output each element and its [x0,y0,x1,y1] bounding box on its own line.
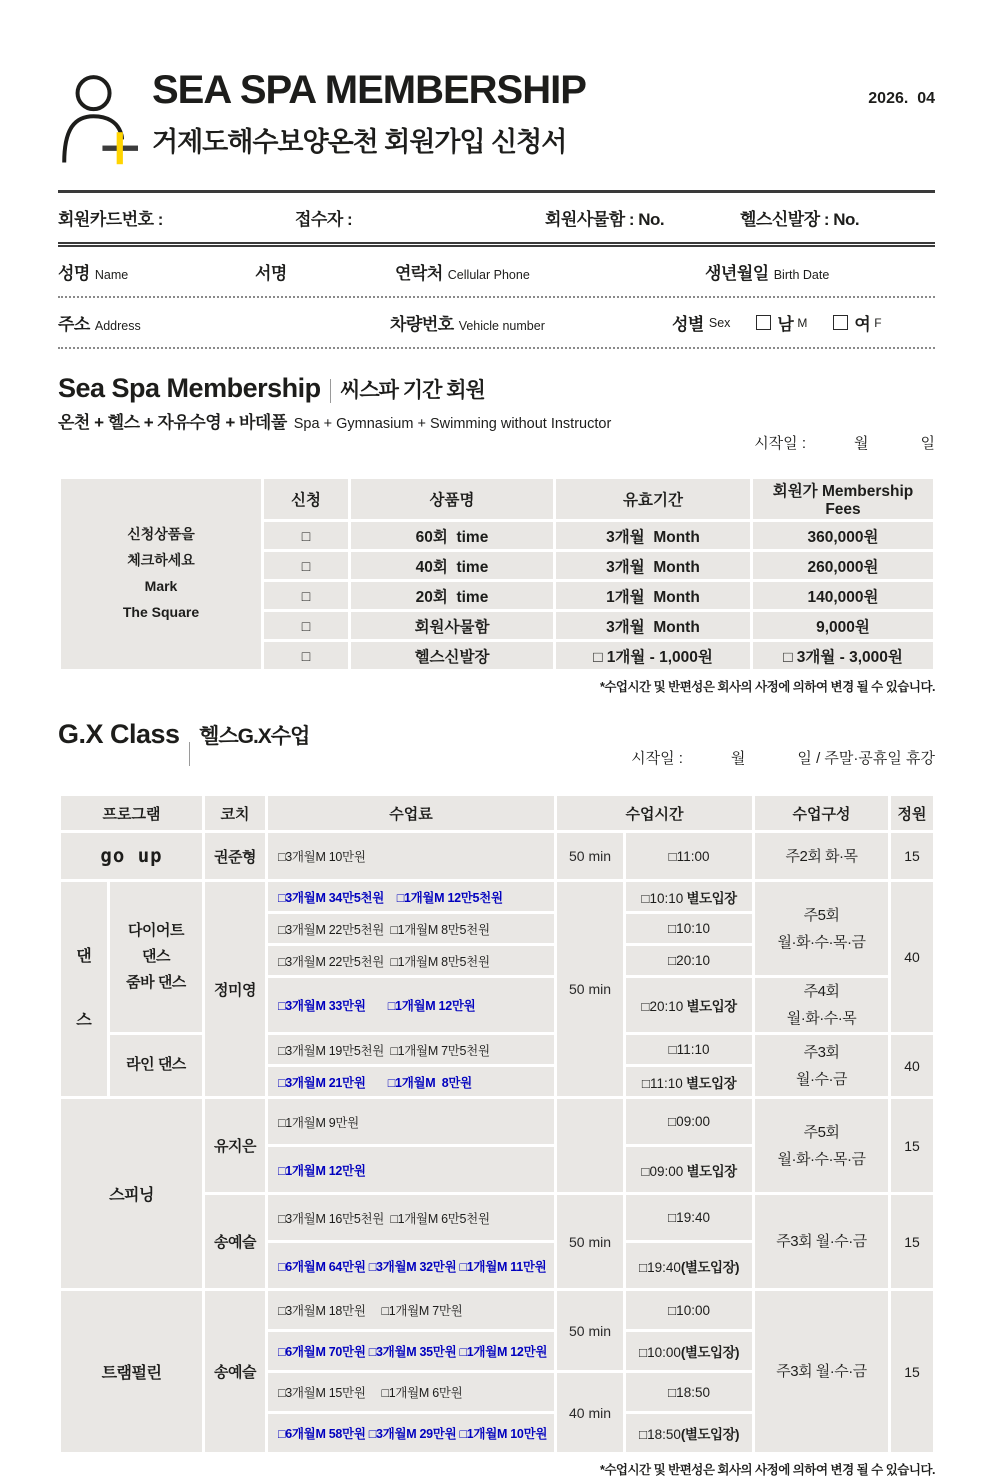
table-row [61,833,933,879]
class-capacity: 15 [891,833,933,879]
fee-option-checkbox[interactable]: □3개월M 21만원 □1개월M 8만원 [268,1067,554,1096]
benefits-en: Spa + Gymnasium + Swimming without Instructor [293,416,612,432]
female-checkbox[interactable] [833,315,848,330]
col-product: 상품명 [351,479,553,519]
table-row [61,1035,933,1064]
fee-option-checkbox[interactable]: □3개월M 15만원 □1개월M 6만원 [268,1373,554,1411]
program-trampoline: 트램펄린 [61,1291,202,1452]
gx-title-ko: 헬스G.X수업 [199,725,310,748]
col-apply: 신청 [264,479,348,519]
valid-period: 3개월 Month [556,612,750,639]
time-option-checkbox[interactable]: □11:10 [626,1035,752,1064]
fee-option-checkbox[interactable]: □3개월M 18만원 □1개월M 7만원 [268,1291,554,1329]
form-date: 2026. 04 [868,90,935,107]
apply-checkbox[interactable]: □ [264,612,348,639]
table-row [61,1099,933,1144]
name-label: 성명 [58,264,90,283]
col-composition: 수업구성 [755,796,888,830]
time-option-checkbox[interactable]: □19:40(별도입장) [626,1243,752,1288]
male-checkbox[interactable] [756,315,771,330]
class-capacity: 15 [891,1291,933,1452]
gx-start-date: 시작일 : 월 일 / 주말·공휴일 휴강 [631,750,935,767]
class-capacity: 40 [891,1035,933,1096]
form-subtitle: 거제도해수보양온천 회원가입 신청서 [152,127,567,157]
membership-fee-table [58,476,936,672]
fee-option-checkbox[interactable]: □3개월M 22만5천원 □1개월M 8만5천원 [268,946,554,975]
title-block [152,62,586,159]
form-header [58,0,935,168]
time-option-checkbox[interactable]: □11:10 별도입장 [626,1067,752,1096]
col-fee: 수업료 [268,796,554,830]
membership-title-ko: 씨스파 기간 회원 [340,379,485,402]
col-period: 유효기간 [556,479,750,519]
class-duration: 50 min [557,882,623,1096]
class-capacity: 40 [891,882,933,1032]
title-divider [189,742,191,766]
sex-field: 성별 Sex 남 M 여 F [672,310,882,335]
col-time: 수업시간 [557,796,752,830]
start-day-label: 일 / 주말·공휴일 휴강 [797,750,935,767]
fee-option-checkbox[interactable]: □ 3개월 - 3,000원 [753,642,933,669]
fee-option-checkbox[interactable]: □6개월M 58만원 □3개월M 29만원 □1개월M 10만원 [268,1414,554,1452]
gx-section-title [58,719,935,785]
col-fee: 회원가 Membership Fees [753,479,933,519]
fee-option-checkbox[interactable]: □3개월M 33만원 □1개월M 12만원 [268,978,554,1032]
benefits-ko: 온천 + 헬스 + 자유수영 + 바데풀 [58,413,287,432]
locker-no-label: 회원사물함 : No. [545,210,665,229]
period-option-checkbox[interactable]: □ 1개월 - 1,000원 [556,642,750,669]
fee-value: 140,000원 [753,582,933,609]
table-row [61,882,933,911]
product-name: 20회 time [351,582,553,609]
address-label: 주소 [58,315,90,334]
start-month-label: 월 [854,435,869,452]
time-option-checkbox[interactable]: □18:50(별도입장) [626,1414,752,1452]
membership-section-title [58,373,935,404]
fee-value: 360,000원 [753,522,933,549]
mark-the-square-note: 신청상품을 체크하세요 Mark The Square [61,479,261,669]
title-divider [330,379,332,403]
time-option-checkbox[interactable]: □09:00 별도입장 [626,1147,752,1192]
program-spinning: 스피닝 [61,1099,202,1288]
card-no-label: 회원카드번호 : [58,210,163,229]
fee-option-checkbox[interactable]: □1개월M 12만원 [268,1147,554,1192]
info-row-address: 주소 Address 차량번호 Vehicle number 성별 Sex 남 M 여 F [58,298,935,347]
time-option-checkbox[interactable]: □10:00 [626,1291,752,1329]
coach-name: 정미영 [205,882,265,1096]
apply-checkbox[interactable]: □ [264,522,348,549]
apply-checkbox[interactable]: □ [264,642,348,669]
valid-period: 3개월 Month [556,552,750,579]
class-capacity: 15 [891,1195,933,1288]
birth-date-label: 생년월일 [705,264,769,283]
class-duration [557,1099,623,1192]
signature-label: 서명 [255,264,287,283]
class-composition: 주3회 월·수·금 [755,1035,888,1096]
fee-option-checkbox[interactable]: □3개월M 10만원 [268,833,554,879]
fee-value: 9,000원 [753,612,933,639]
apply-checkbox[interactable]: □ [264,582,348,609]
class-composition: 주5회 월·화·수·목·금 [755,882,888,975]
start-day-label: 일 [920,435,935,452]
male-label: 남 [777,315,794,334]
start-month-label: 월 [730,750,746,767]
class-duration: 50 min [557,1195,623,1288]
divider-dotted [58,347,935,349]
shoe-locker-no-label: 헬스신발장 : No. [740,210,860,229]
product-name: 60회 time [351,522,553,549]
product-name: 40회 time [351,552,553,579]
gx-class-table [58,793,936,1455]
class-duration: 50 min [557,1291,623,1370]
time-option-checkbox[interactable]: □20:10 [626,946,752,975]
program-goup: go up [61,833,202,879]
fee-value: 260,000원 [753,552,933,579]
vehicle-no-label: 차량번호 [390,315,454,334]
class-duration: 50 min [557,833,623,879]
fee-option-checkbox[interactable]: □3개월M 19만5천원 □1개월M 7만5천원 [268,1035,554,1064]
time-option-checkbox[interactable]: □18:50 [626,1373,752,1411]
apply-checkbox[interactable]: □ [264,552,348,579]
gx-table-footnote: *수업시간 및 반편성은 회사의 사정에 의하여 변경 될 수 있습니다. [599,1463,935,1477]
phone-label: 연락처 [395,264,443,283]
class-composition: 주2회 화·목 [755,833,888,879]
time-option-checkbox[interactable]: □11:00 [626,833,752,879]
class-composition: 주5회 월·화·수·목·금 [755,1099,888,1192]
membership-title-en: Sea Spa Membership [58,373,321,403]
product-name: 헬스신발장 [351,642,553,669]
time-option-checkbox[interactable]: □10:10 별도입장 [626,882,752,911]
valid-period: 1개월 Month [556,582,750,609]
coach-name: 권준형 [205,833,265,879]
col-coach: 코치 [205,796,265,830]
member-info-section [58,190,935,349]
person-plus-icon [58,68,138,168]
info-row-name: 성명 Name 서명 연락처 Cellular Phone 생년월일 Birth Date [58,264,830,283]
program-line-dance: 라인 댄스 [110,1035,202,1096]
class-capacity: 15 [891,1099,933,1192]
col-program: 프로그램 [61,796,202,830]
product-name: 회원사물함 [351,612,553,639]
fee-option-checkbox[interactable]: □6개월M 70만원 □3개월M 35만원 □1개월M 12만원 [268,1332,554,1370]
time-option-checkbox[interactable]: □20:10 별도입장 [626,978,752,1032]
fee-option-checkbox[interactable]: □6개월M 64만원 □3개월M 32만원 □1개월M 11만원 [268,1243,554,1288]
time-option-checkbox[interactable]: □10:10 [626,914,752,943]
class-duration: 40 min [557,1373,623,1452]
coach-name: 송예슬 [205,1195,265,1288]
time-option-checkbox[interactable]: □19:40 [626,1195,752,1240]
time-option-checkbox[interactable]: □09:00 [626,1099,752,1144]
fee-option-checkbox[interactable]: □1개월M 9만원 [268,1099,554,1144]
class-composition: 주4회 월·화·수·목 [755,978,888,1032]
program-dance: 댄 스 [61,882,107,1096]
col-capacity: 정원 [891,796,933,830]
fee-option-checkbox[interactable]: □3개월M 16만5천원 □1개월M 6만5천원 [268,1195,554,1240]
gx-title-en: G.X Class [58,719,180,749]
receptionist-label: 접수자 : [295,210,353,229]
time-option-checkbox[interactable]: □10:00(별도입장) [626,1332,752,1370]
female-label: 여 [854,315,871,334]
class-composition: 주3회 월·수·금 [755,1195,888,1288]
table-row [61,1291,933,1329]
coach-name: 송예슬 [205,1291,265,1452]
sex-label: 성별 [672,315,704,334]
fee-option-checkbox[interactable]: □3개월M 22만5천원 □1개월M 8만5천원 [268,914,554,943]
class-composition: 주3회 월·수·금 [755,1291,888,1452]
fee-option-checkbox[interactable]: □3개월M 34만5천원 □1개월M 12만5천원 [268,882,554,911]
coach-name: 유지은 [205,1099,265,1192]
program-diet-zumba-dance: 다이어트 댄스 줌바 댄스 [110,882,202,1032]
valid-period: 3개월 Month [556,522,750,549]
info-row-card [58,193,935,242]
membership-start-date: 시작일 : 월 일 [754,435,935,452]
membership-benefits-row [58,408,935,470]
form-title: SEA SPA MEMBERSHIP [152,68,586,112]
membership-table-footnote: *수업시간 및 반편성은 회사의 사정에 의하여 변경 될 수 있습니다. [599,680,935,694]
